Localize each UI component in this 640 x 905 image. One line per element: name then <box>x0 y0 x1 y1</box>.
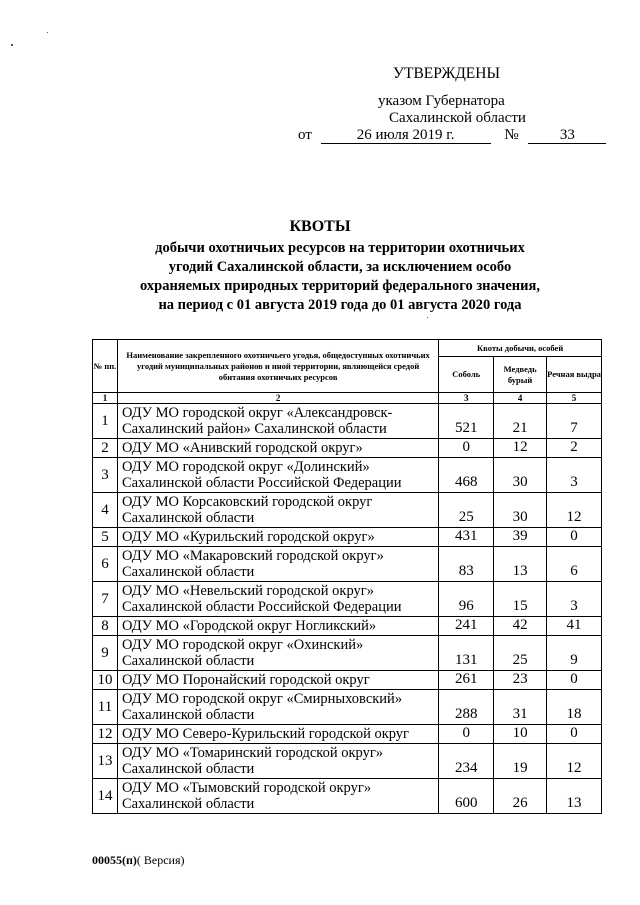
table-row <box>93 671 602 690</box>
row-otter: 41 <box>547 617 602 636</box>
row-name <box>117 636 438 671</box>
row-otter: 12 <box>547 744 602 779</box>
row-number: 13 <box>93 744 118 779</box>
row-sable: 468 <box>439 458 494 493</box>
row-name-line: ОДУ МО городской округ «Александровск- <box>121 405 393 421</box>
row-number: 6 <box>93 547 118 582</box>
row-number: 3 <box>93 458 118 493</box>
row-otter: 7 <box>547 404 602 439</box>
row-otter: 0 <box>547 725 602 744</box>
row-number: 8 <box>93 617 118 636</box>
row-otter: 3 <box>547 582 602 617</box>
column-number: 3 <box>439 393 494 404</box>
row-otter: 0 <box>547 671 602 690</box>
table-row <box>93 458 602 493</box>
row-name-line: ОДУ МО «Курильский городской округ» <box>121 529 375 545</box>
row-sable: 261 <box>439 671 494 690</box>
header-num: № пп. <box>93 340 118 393</box>
row-name <box>117 404 438 439</box>
row-otter: 12 <box>547 493 602 528</box>
row-name-line: ОДУ МО Корсаковский городской округ <box>121 494 373 510</box>
row-number: 10 <box>93 671 118 690</box>
column-number-row <box>93 393 602 404</box>
row-name <box>117 725 438 744</box>
document-version: ( Версия) <box>136 853 185 867</box>
column-number: 5 <box>547 393 602 404</box>
scan-speck <box>11 44 13 46</box>
row-name-line: Сахалинской области <box>121 510 255 526</box>
header-name: Наименование закрепленного охотничьего угодья, общедоступных охотничьих угодий муниципальных районов и иной территории, являющейся средой обитания охотничьих ресурсов <box>117 340 438 393</box>
table-row <box>93 617 602 636</box>
row-sable: 600 <box>439 779 494 814</box>
row-otter: 9 <box>547 636 602 671</box>
row-name <box>117 458 438 493</box>
header-sable: Соболь <box>439 357 494 393</box>
row-name-line: ОДУ МО Поронайский городской округ <box>121 672 370 688</box>
row-sable: 241 <box>439 617 494 636</box>
column-number: 4 <box>494 393 547 404</box>
row-otter: 0 <box>547 528 602 547</box>
subtitle-line: угодий Сахалинской области, за исключением особо <box>168 259 512 275</box>
row-number: 1 <box>93 404 118 439</box>
row-name <box>117 582 438 617</box>
table-row <box>93 725 602 744</box>
row-bear: 10 <box>494 725 547 744</box>
row-bear: 30 <box>494 493 547 528</box>
row-number: 2 <box>93 439 118 458</box>
row-name <box>117 547 438 582</box>
column-number: 2 <box>117 393 438 404</box>
row-sable: 431 <box>439 528 494 547</box>
table-row <box>93 493 602 528</box>
approval-heading: УТВЕРЖДЕНЫ <box>393 65 500 82</box>
approval-decree-line: указом Губернатора <box>378 93 505 109</box>
header-bear: Медведь бурый <box>494 357 547 393</box>
row-name <box>117 690 438 725</box>
footer <box>92 853 185 868</box>
row-name-line: Сахалинской области <box>121 796 255 812</box>
row-bear: 21 <box>494 404 547 439</box>
table-row <box>93 636 602 671</box>
row-sable: 83 <box>439 547 494 582</box>
row-otter: 3 <box>547 458 602 493</box>
number-label: № <box>504 127 519 143</box>
row-sable: 131 <box>439 636 494 671</box>
row-name-line: Сахалинский район» Сахалинской области <box>121 421 387 437</box>
subtitle-line: охраняемых природных территорий федерального значения, <box>140 278 540 294</box>
row-number: 5 <box>93 528 118 547</box>
row-name <box>117 617 438 636</box>
row-bear: 25 <box>494 636 547 671</box>
row-name-line: ОДУ МО «Городской округ Ногликский» <box>121 618 377 634</box>
header-quota-group: Квоты добычи, особей <box>439 340 602 357</box>
row-name-line: ОДУ МО «Анивский городской округ» <box>121 440 363 456</box>
table-row <box>93 547 602 582</box>
subtitle-line: на период с 01 августа 2019 года до 01 августа 2020 года <box>158 297 522 313</box>
row-otter: 6 <box>547 547 602 582</box>
document-code: 00055(п) <box>92 853 137 867</box>
row-sable: 25 <box>439 493 494 528</box>
row-otter: 13 <box>547 779 602 814</box>
row-otter: 18 <box>547 690 602 725</box>
row-name-line: ОДУ МО «Макаровский городской округ» <box>121 548 384 564</box>
approval-date-line <box>298 126 598 146</box>
row-name-line: Сахалинской области Российской Федерации <box>121 475 402 491</box>
row-bear: 12 <box>494 439 547 458</box>
row-name-line: Сахалинской области <box>121 564 255 580</box>
table-row <box>93 582 602 617</box>
row-bear: 42 <box>494 617 547 636</box>
table-row <box>93 528 602 547</box>
row-name <box>117 439 438 458</box>
row-name-line: ОДУ МО городской округ «Смирныховский» <box>121 691 403 707</box>
row-name-line: Сахалинской области Российской Федерации <box>121 599 402 615</box>
column-number: 1 <box>93 393 118 404</box>
table-row <box>93 779 602 814</box>
table-row <box>93 404 602 439</box>
header-otter: Речная выдра <box>547 357 602 393</box>
row-name-line: ОДУ МО «Тымовский городской округ» <box>121 780 372 796</box>
row-number: 11 <box>93 690 118 725</box>
row-name <box>117 671 438 690</box>
row-bear: 19 <box>494 744 547 779</box>
row-number: 4 <box>93 493 118 528</box>
row-name-line: ОДУ МО городской округ «Охинский» <box>121 637 364 653</box>
row-name-line: Сахалинской области <box>121 653 255 669</box>
row-number: 9 <box>93 636 118 671</box>
row-name <box>117 744 438 779</box>
decree-date: 26 июля 2019 г. <box>321 126 491 144</box>
row-number: 12 <box>93 725 118 744</box>
row-bear: 26 <box>494 779 547 814</box>
row-name <box>117 528 438 547</box>
row-bear: 15 <box>494 582 547 617</box>
table-row <box>93 690 602 725</box>
row-bear: 13 <box>494 547 547 582</box>
row-sable: 0 <box>439 439 494 458</box>
row-bear: 31 <box>494 690 547 725</box>
row-name <box>117 493 438 528</box>
table-row <box>93 439 602 458</box>
row-number: 7 <box>93 582 118 617</box>
document-subtitle <box>0 239 640 315</box>
row-name-line: Сахалинской области <box>121 761 255 777</box>
row-name-line: Сахалинской области <box>121 707 255 723</box>
approval-region-line: Сахалинской области <box>389 110 526 126</box>
row-name-line: ОДУ МО городской округ «Долинский» <box>121 459 370 475</box>
scan-speck <box>47 32 48 33</box>
row-bear: 23 <box>494 671 547 690</box>
row-sable: 288 <box>439 690 494 725</box>
row-otter: 2 <box>547 439 602 458</box>
row-sable: 96 <box>439 582 494 617</box>
document-title: КВОТЫ <box>289 218 351 235</box>
from-label: от <box>298 127 312 143</box>
row-number: 14 <box>93 779 118 814</box>
row-name <box>117 779 438 814</box>
row-sable: 521 <box>439 404 494 439</box>
row-name-line: ОДУ МО «Невельский городской округ» <box>121 583 374 599</box>
table-row <box>93 744 602 779</box>
scan-speck <box>427 317 428 318</box>
row-bear: 39 <box>494 528 547 547</box>
row-sable: 0 <box>439 725 494 744</box>
row-name-line: ОДУ МО «Томаринский городской округ» <box>121 745 384 761</box>
row-name-line: ОДУ МО Северо-Курильский городской округ <box>121 726 410 742</box>
row-sable: 234 <box>439 744 494 779</box>
quota-table <box>92 339 602 814</box>
subtitle-line: добычи охотничьих ресурсов на территории охотничьих <box>155 240 525 256</box>
decree-number: 33 <box>528 126 606 144</box>
row-bear: 30 <box>494 458 547 493</box>
